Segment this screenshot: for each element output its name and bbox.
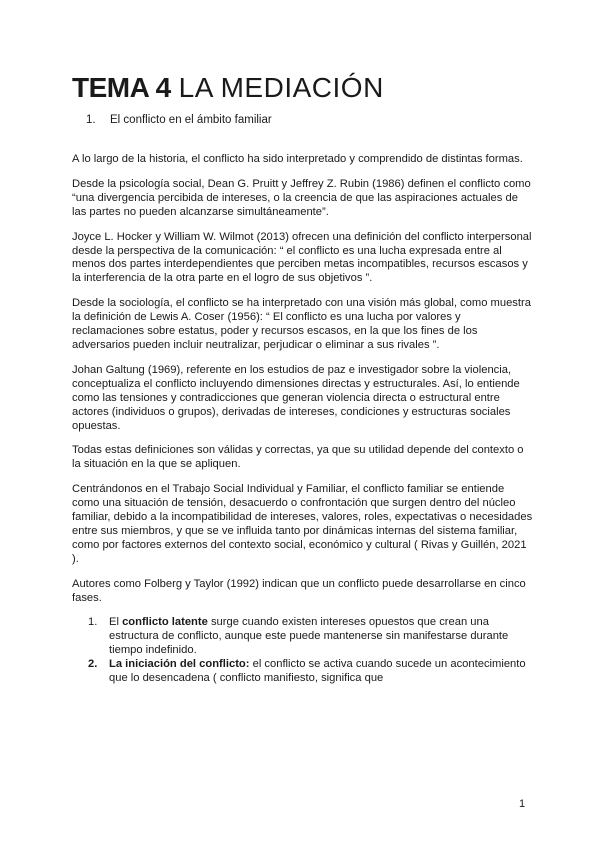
list-item-term: conflicto latente — [122, 616, 208, 629]
list-item-number: 2. — [88, 658, 98, 671]
paragraph: Desde la sociología, el conflicto se ha interpretado con una visión más global, como muestra la definición de Lewis A. Coser (1956): “ El conflicto es una lucha por valores y reclamaciones sobre estatus, poder y recursos escasos, en la que los fines de los adversarios pueden incluir neutralizar, perjudicar o eliminar a sus rivales ”. — [72, 297, 531, 351]
list-item — [72, 658, 534, 686]
paragraph: Todas estas definiciones son válidas y correctas, ya que su utilidad depende del contexto o la situación en la que se apliquen. — [72, 444, 524, 471]
list-item-text: el conflicto se activa cuando sucede un acontecimiento que lo desencadena ( conflicto manifiesto, significa que — [109, 658, 526, 685]
body-text — [72, 153, 534, 686]
title-tema: TEMA 4 — [72, 72, 171, 103]
list-item-prefix: El — [109, 616, 123, 629]
page-number: 1 — [519, 798, 526, 810]
list-item — [72, 616, 534, 658]
title-topic: LA MEDIACIÓN — [178, 72, 384, 103]
paragraph: Joyce L. Hocker y William W. Wilmot (2013) ofrecen una definición del conflicto interpersonal desde la perspectiva de la comunicación: “ el conflicto es una lucha expresada entre al menos dos partes interdependientes que perciben metas incompatibles, recursos escasos y la interferencia de la otra parte en el logro de sus objetivos ”. — [72, 230, 532, 285]
paragraph: Autores como Folberg y Taylor (1992) indican que un conflicto puede desarrollarse en cinco fases. — [72, 577, 526, 604]
paragraph: A lo largo de la historia, el conflicto ha sido interpretado y comprendido de distintas formas. — [72, 153, 523, 165]
phases-list — [72, 616, 534, 686]
section-title: El conflicto en el ámbito familiar — [110, 114, 272, 126]
list-item-text: surge cuando existen intereses opuestos que crean una estructura de conflicto, aunque este puede mantenerse sin manifestarse durante tiempo indefinido. — [109, 616, 509, 657]
list-item-term: La iniciación del conflicto: — [109, 658, 250, 671]
paragraph: Johan Galtung (1969), referente en los estudios de paz e investigador sobre la violencia, conceptualiza el conflicto incluyendo dimensiones directas y estructurales. Así, lo entiende como las tensiones y contradicciones que generan violencia directa o estructural entre actores (individuos o grupos), derivadas de intereses, condiciones y estructuras sociales opuestas. — [72, 363, 520, 432]
paragraph: Centrándonos en el Trabajo Social Individual y Familiar, el conflicto familiar se entiende como una situación de tensión, desacuerdo o confrontación que surgen dentro del núcleo familiar, debido a la incompatibilidad de intereses, valores, roles, expectativas o necesidades entre sus miembros, y que se ve influida tanto por dinámicas internas del sistema familiar, como por factores externos del contexto social, económico y cultural ( Rivas y Guillén, 2021 ). — [72, 483, 533, 565]
paragraph: Desde la psicología social, Dean G. Pruitt y Jeffrey Z. Rubin (1986) definen el conflicto como “una divergencia percibida de intereses, o la creencia de que las aspiraciones actuales de las partes no pueden alcanzarse simultáneamente”. — [72, 177, 531, 218]
section-heading — [86, 113, 272, 127]
page-title — [72, 70, 384, 106]
list-item-number: 1. — [88, 616, 98, 629]
section-number: 1. — [86, 114, 96, 126]
